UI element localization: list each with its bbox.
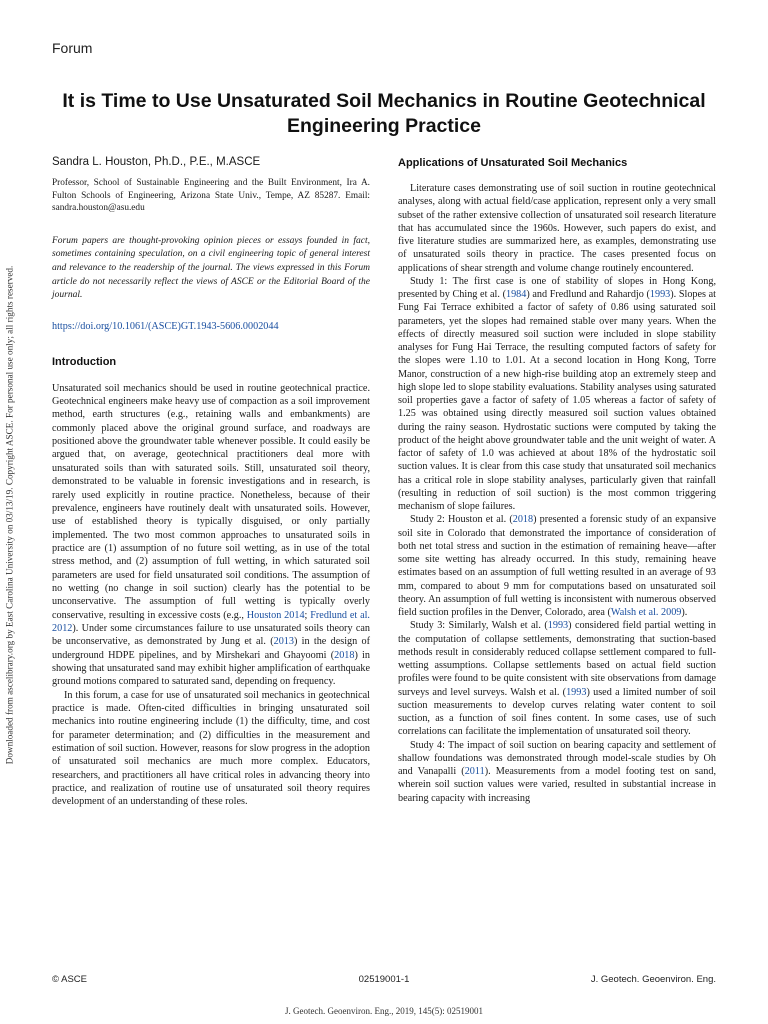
ref-houston-2014[interactable]: Houston 2014	[246, 609, 305, 621]
ref-ching-1984[interactable]: 1984	[505, 289, 527, 300]
study-3-paragraph: Study 3: Similarly, Walsh et al. (1993) considered field partial wetting in the computation of collapse settlements, demonstrating that suction-based methods result in considerably reduced collapse settlement compared to full-wetting assumptions. Collapse settlements based on actual field suction profiles were found to be quite consistent with site observations from damage surveys and level surveys. Walsh et al. (1993) used a limited number of soil suction measurements to develop curves relating water content to soil suction, as a function of soil fines content. In some cases, use of such correlations can facilitate the implementation of unsaturated soil theory.	[398, 620, 716, 738]
introduction-heading: Introduction	[52, 355, 117, 368]
ref-houston-2018[interactable]: 2018	[512, 514, 534, 526]
footer-page-id: 02519001-1	[358, 974, 410, 985]
footer-copyright: © ASCE	[52, 974, 87, 985]
forum-disclaimer: Forum papers are thought-provoking opinion pieces or essays founded in fact, sometimes containing speculation, on a civil engineering topic of general interest and relevance to the readership of the journal. The views expressed in this Forum article do not necessarily reflect the views of ASCE or the Editorial Board of the journal.	[52, 235, 370, 301]
author-name: Sandra L. Houston, Ph.D., P.E., M.ASCE	[52, 156, 261, 168]
author-affiliation: Professor, School of Sustainable Engineering and the Built Environment, Ira A. Fulton Schools of Engineering, Arizona State Univ., Tempe, AZ 85287. Email: sandra.houston@asu.edu	[52, 178, 370, 214]
ref-mirshekari-2018[interactable]: 2018	[334, 649, 355, 661]
applications-paragraph-1: Literature cases demonstrating use of soil suction in routine geotechnical analyses, along with actual field/case application, represent only a very small subset of the rather extensive collection of unsaturated soil research literature that has accumulated since the 1960s. However, such papers do exist, and five literature studies are summarized here, as examples, demonstrating use of unsaturated soils theory in practice. The cases presented focus on applications of shear strength and volume change routinely encountered.	[398, 183, 716, 274]
ref-oh-2011[interactable]: 2011	[464, 766, 485, 777]
ref-walsh-1993-b[interactable]: 1993	[566, 686, 587, 698]
right-column	[398, 152, 716, 805]
applications-heading: Applications of Unsaturated Soil Mechanics	[398, 157, 628, 169]
study-2-paragraph: Study 2: Houston et al. (2018) presented a forensic study of an expansive soil site in Colorado that demonstrated the importance of consideration of both net total stress and suction in the estimation of remaining heave—after some site wetting has already occurred. In this study, remaining heave estimates based on an assumption of full wetting resulted in an average of 93 mm, compared to about 9 mm for computations based on unsaturated soil theory. An assumption of full wetting is inconsistent with numerous observed field suction profiles in the Denver, Colorado, area (Walsh et al. 2009).	[398, 514, 716, 618]
doi-link[interactable]: https://doi.org/10.1061/(ASCE)GT.1943-5606.0002044	[52, 320, 279, 332]
page-citation: J. Geotech. Geoenviron. Eng., 2019, 145(5): 02519001	[285, 1006, 483, 1016]
page-footer	[52, 974, 716, 990]
study-1-paragraph: Study 1: The first case is one of stability of slopes in Hong Kong, presented by Ching et al. (1984) and Fredlund and Rahardjo (1993). Slopes at Fung Fai Terrace exhibited a factor of safety of 0.86 using saturated soil parameters, yet the slopes had remained stable over many years. When the effects of directly measured soil suction were included in slope stability analyses for Fung Hai Terrace, the resulting computed factors of safety for the slopes were 1.10 to 1.01. At a second location in Hong Kong, Torre Manor, construction of a new high-rise building atop an extremely steep and high slope led to slope stability evaluations. Stability analyses using saturated soil properties gave a factor of safety of 1.05 whereas a factor of safety of 1.25 was obtained using directly measured soil suction values obtained during the rainy season. Hydrostatic suctions were computed by taking the product of the height above groundwater table and the unit weight of water. A factor of safety of 1.0 was achieved at about 18% of the hydrostatic soil suction values. It is clear from this case study that unsaturated soil mechanics has a critical role in slope stability analyses, particularly given that rainfall (resulting in reduction of soil suction) is the most common triggering mechanism of slope failures.	[398, 275, 716, 512]
download-notice	[0, 230, 18, 800]
intro-paragraph-1: Unsaturated soil mechanics should be used in routine geotechnical practice. Geotechnical engineers make heavy use of compaction as a soil improvement method, earth structures (e.g., retaining walls and embankments) are commonly placed above the original ground surface, and roadways are positioned above the groundwater table whenever possible. It could easily be argued that, on average, geotechnical practitioners deal more with unsaturated soils than with saturated soils. Still, unsaturated soil theory, demonstrated to be valuable in forensic investigations and in research, is rarely used explicitly in routine practice. Nonetheless, because of their prevalence, engineers have routinely dealt with unsaturated soils. However, use of established theory is typically disguised, or only partially implemented. The two most common approaches to unsaturated soils in practice are (1) assumption of no future soil wetting, as in use of the total stress method, and (2) assumption of full wetting, in which saturated soil parameters are used for field unsaturated soil conditions. The assumption of no wetting (no change in soil suction) clearly has the potential to be unconservative. The assumption of full wetting is typically overly conservative, resulting in excessive costs (e.g., Houston 2014; Fredlund et al. 2012). Under some circumstances failure to use unsaturated soils theory can be unconservative, as demonstrated by Jung et al. (2013) in the design of underground HDPE pipelines, and by Mirshekari and Ghayoomi (2018) in showing that unsaturated sand may exhibit higher amplification of earthquake ground motions compared to saturated sand, depending on frequency.	[52, 382, 370, 688]
ref-fredlund-2012[interactable]: Fredlund et al. 2012	[52, 609, 370, 634]
study-4-paragraph: Study 4: The impact of soil suction on bearing capacity and settlement of shallow foundations was demonstrated through model-scale studies by Oh and Vanapalli (2011). Measurements from a model footing test on sand, wherein soil suction values were varied, resulted in substantial increase in bearing capacity with increasing	[398, 739, 716, 804]
footer-journal: J. Geotech. Geoenviron. Eng.	[590, 974, 716, 985]
download-notice-text: Downloaded from ascelibrary.org by East Carolina University on 03/13/19. Copyright ASCE. For personal use only; all rights reserved.	[4, 265, 14, 765]
left-column	[52, 152, 370, 809]
intro-paragraph-2: In this forum, a case for use of unsaturated soil mechanics in geotechnical practice is made. Often-cited difficulties in bringing unsaturated soil mechanics into routine engineering include (1) the difficulty, time, and cost for parameter determination; and (2) difficulties in the measurement and estimation of soil suction. However, reasons for slow progress in the adoption of unsaturated soil mechanics are much more complex. Educators, researchers, and practitioners all have critical roles in advancing theory into practice, and realization of routine use of unsaturated soil theory requires development of an understanding of these roles.	[52, 689, 370, 808]
article-title: It is Time to Use Unsaturated Soil Mechanics in Routine Geotechnical Engineering Practice	[62, 90, 706, 137]
ref-jung-2013[interactable]: 2013	[273, 636, 294, 648]
ref-walsh-2009[interactable]: Walsh et al. 2009	[610, 607, 682, 618]
section-label: Forum	[52, 40, 93, 56]
ref-fredlund-1993[interactable]: 1993	[649, 289, 671, 300]
ref-walsh-1993-a[interactable]: 1993	[547, 620, 569, 632]
